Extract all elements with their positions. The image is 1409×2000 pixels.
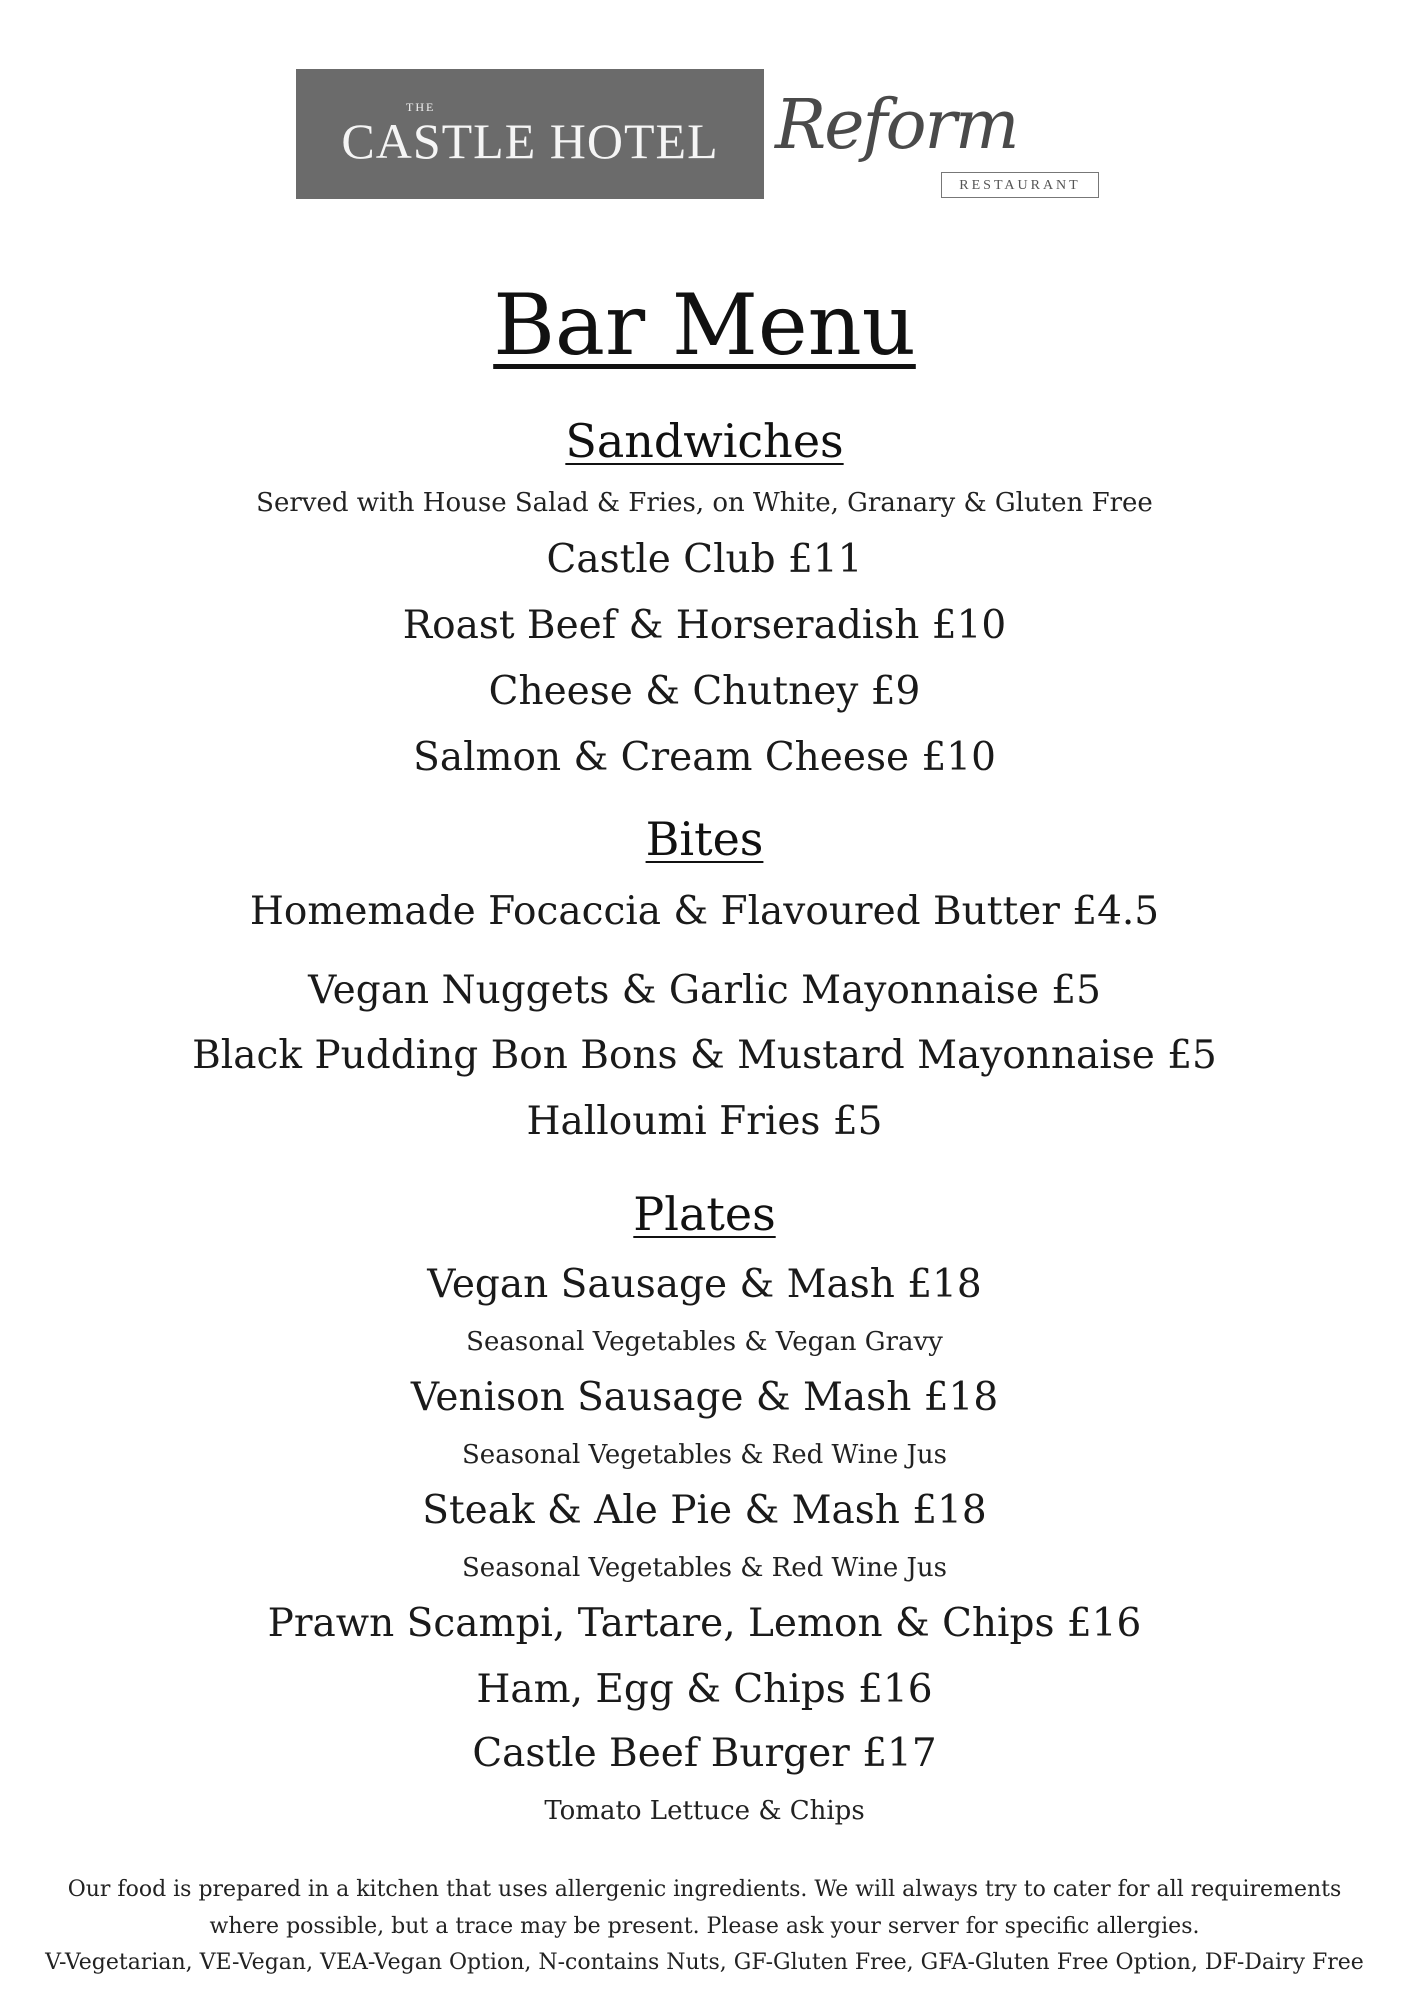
castle-hotel-logo (296, 69, 764, 199)
menu-item: Black Pudding Bon Bons & Mustard Mayonnaise £5 (192, 1033, 1217, 1078)
menu-item: Venison Sausage & Mash £18 (410, 1375, 999, 1420)
menu-item-note: Seasonal Vegetables & Vegan Gravy (466, 1327, 943, 1357)
reform-restaurant-logo (775, 86, 1105, 206)
menu-item: Ham, Egg & Chips £16 (476, 1667, 933, 1712)
allergen-notice-line-2: where possible, but a trace may be present. Please ask your server for specific allergies. (209, 1914, 1200, 1939)
section-heading-plates: Plates (633, 1187, 776, 1241)
menu-item: Roast Beef & Horseradish £10 (402, 603, 1007, 648)
menu-item: Castle Club £11 (546, 537, 863, 582)
menu-item: Castle Beef Burger £17 (472, 1731, 937, 1776)
allergen-notice-line-1: Our food is prepared in a kitchen that uses allergenic ingredients. We will always try to cater for all requirements (67, 1877, 1342, 1902)
menu-item: Halloumi Fries £5 (526, 1099, 883, 1144)
menu-item: Prawn Scampi, Tartare, Lemon & Chips £16 (267, 1601, 1142, 1646)
sandwiches-subtitle: Served with House Salad & Fries, on White, Granary & Gluten Free (256, 488, 1153, 518)
castle-logo-name: CASTLE HOTEL (341, 113, 719, 169)
menu-item: Cheese & Chutney £9 (488, 669, 921, 714)
menu-item: Homemade Focaccia & Flavoured Butter £4.5 (249, 889, 1160, 934)
menu-item: Steak & Ale Pie & Mash £18 (422, 1488, 987, 1533)
page-title: Bar Menu (493, 276, 916, 374)
menu-item: Vegan Nuggets & Garlic Mayonnaise £5 (308, 968, 1101, 1013)
menu-item: Vegan Sausage & Mash £18 (427, 1262, 982, 1307)
menu-item-note: Seasonal Vegetables & Red Wine Jus (462, 1440, 947, 1470)
section-heading-bites: Bites (645, 812, 764, 866)
reform-logo-script: Reform (775, 86, 1018, 165)
menu-item-note: Seasonal Vegetables & Red Wine Jus (462, 1553, 947, 1583)
castle-logo-the: THE (406, 100, 436, 114)
reform-logo-subtitle: RESTAURANT (941, 172, 1099, 198)
menu-item: Salmon & Cream Cheese £10 (413, 735, 996, 780)
dietary-key: V-Vegetarian, VE-Vegan, VEA-Vegan Option, N-contains Nuts, GF-Gluten Free, GFA-Gluten Free Option, DF-Dairy Free (45, 1950, 1364, 1975)
section-heading-sandwiches: Sandwiches (565, 414, 844, 468)
menu-item-note: Tomato Lettuce & Chips (544, 1796, 865, 1826)
